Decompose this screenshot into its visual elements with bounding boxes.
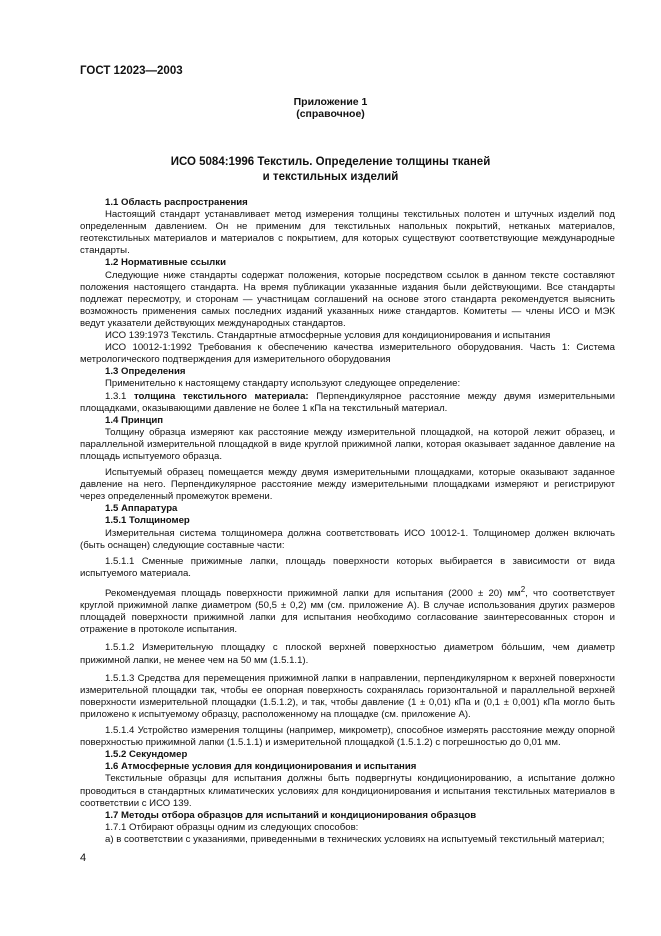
standard-header: ГОСТ 12023—2003 — [80, 65, 183, 77]
section-heading-sampling: 1.7 Методы отбора образцов для испытаний и кондиционирования образцов — [105, 809, 477, 821]
section-heading-apparatus: 1.5 Аппаратура — [105, 503, 178, 515]
subsection-heading-stopwatch: 1.5.2 Секундомер — [105, 749, 188, 761]
paragraph-references: Следующие ниже стандарты содержат положения, которые посредством ссылок в данном тексте составляют положения настоящего стандарта. На время публикации указанные издания были действующими. Все стандарты подлежат пересмотру, и сторонам — участницам соглашений на основе этого стандарта рекомендуется выяснить возможность применения самых последних изданий указанных ниже стандартов. Комитеты — члены ИСО и МЭК ведут указатели действующих международных стандартов. — [80, 269, 615, 329]
definition-thickness — [80, 391, 615, 415]
section-heading-references: 1.2 Нормативные ссылки — [105, 257, 226, 269]
paragraph-measuring-device: 1.5.1.4 Устройство измерения толщины (например, микрометр), способное измерять расстояние между опорной поверхностью прижимной лапки (1.5.1.1) и измерительной площадкой (1.5.1.2) с погрешностью до 0,01 мм. — [80, 725, 615, 749]
subsection-heading-thickness-gauge: 1.5.1 Толщиномер — [105, 515, 190, 527]
paragraph-presser-area — [80, 584, 615, 637]
paragraph-scope: Настоящий стандарт устанавливает метод измерения толщины текстильных полотен и штучных изделий под определенным давлением. Он не применим для текстильных напольных покрытий, нетканых материалов, геотекстильных материалов и материалов с покрытием, для которых существуют соответствующие международные стандарты. — [80, 209, 615, 257]
paragraph-sampling-intro: 1.7.1 Отбирают образцы одним из следующих способов: — [105, 821, 359, 833]
paragraph-sampling-a: а) в соответствии с указаниями, приведенными в технических условиях на испытуемый текстильный материал; — [105, 833, 605, 845]
paragraph-principle-2: Испытуемый образец помещается между двумя измерительными площадками, которые оказывают заданное давление на него. Перпендикулярное расстояние между измерительными площадками измеряют и регистрируют через определенный промежуток времени. — [80, 467, 615, 503]
definition-number: 1.3.1 — [105, 390, 134, 402]
presser-area-text-a: Рекомендуемая площадь поверхности прижимной лапки для испытания (2000 ± 20) мм — [105, 588, 521, 600]
page-number: 4 — [80, 852, 87, 864]
document-title — [0, 155, 661, 184]
presser-area-text-b: , что соответствует круглой прижимной лапке диаметром (50,5 ± 0,2) мм (см. приложение А). В случае использования других размеров площадей поверхности прижимной лапки для испытания необходимо согласование заинтересованных сторон и отражение в протоколе испытания. — [80, 588, 615, 636]
document-title-line1: ИСО 5084:1996 Текстиль. Определение толщины тканей — [170, 156, 491, 168]
paragraph-principle-1: Толщину образца измеряют как расстояние между измерительной площадкой, на которой лежит образец, и параллельной измерительной площадкой в виде круглой прижимной лапки, которая оказывает заданное давление на площадь испытуемого образца. — [80, 426, 615, 462]
section-heading-principle: 1.4 Принцип — [105, 414, 164, 426]
appendix-heading — [0, 96, 661, 120]
appendix-title: Приложение 1 — [293, 96, 368, 108]
definition-term: толщина текстильного материала: — [133, 390, 309, 402]
paragraph-gauge-intro: Измерительная система толщиномера должна соответствовать ИСО 10012-1. Толщиномер должен включать (быть оснащен) следующие составные части: — [80, 527, 615, 551]
document-body — [80, 197, 615, 846]
document-title-line2: и текстильных изделий — [262, 170, 399, 183]
definition-text: Перпендикулярное расстояние между двумя измерительными площадками, оказывающими давление не более 1 кПа на текстильный материал. — [80, 390, 615, 414]
appendix-note: (справочное) — [296, 108, 365, 120]
presser-area-sup: 2 — [520, 584, 526, 594]
paragraph-atmosphere: Текстильные образцы для испытания должны быть подвергнуты кондиционированию, а испытание должно проводиться в стандартных климатических условиях для кондиционирования и испытания текстильных материалов в соответствии с ИСО 139. — [80, 773, 615, 809]
section-heading-definitions: 1.3 Определения — [105, 366, 186, 378]
section-heading-scope: 1.1 Область распространения — [105, 197, 248, 208]
section-heading-atmosphere: 1.6 Атмосферные условия для кондиционирования и испытания — [105, 761, 417, 773]
paragraph-presser-feet: 1.5.1.1 Сменные прижимные лапки, площадь поверхности которых выбирается в зависимости от вида испытуемого материала. — [80, 555, 615, 579]
paragraph-moving-means: 1.5.1.3 Средства для перемещения прижимной лапки в направлении, перпендикулярном к верхней поверхности измерительной площадки так, чтобы ее опорная поверхность сохранялась горизонтальной и параллельной верхней поверхности измерительной площадки (1.5.1.2), и так, чтобы давление (1 ± 0,01) кПа и (0,1 ± 0,001) кПа могло быть приложено к испытуемому образцу, расположенному на площадке (см. приложение А). — [80, 672, 615, 720]
reference-iso-139: ИСО 139:1973 Текстиль. Стандартные атмосферные условия для кондиционирования и испытания — [105, 330, 551, 342]
paragraph-definitions-intro: Применительно к настоящему стандарту используют следующее определение: — [105, 378, 461, 390]
reference-iso-10012: ИСО 10012-1:1992 Требования к обеспечению качества измерительного оборудования. Часть 1: Система метрологического подтверждения для измерительного оборудования — [80, 342, 615, 366]
paragraph-reference-anvil: 1.5.1.2 Измерительную площадку с плоской верхней поверхностью диаметром бо́льшим, чем диаметр прижимной лапки, не менее чем на 50 мм (1.5.1.1). — [80, 642, 615, 666]
